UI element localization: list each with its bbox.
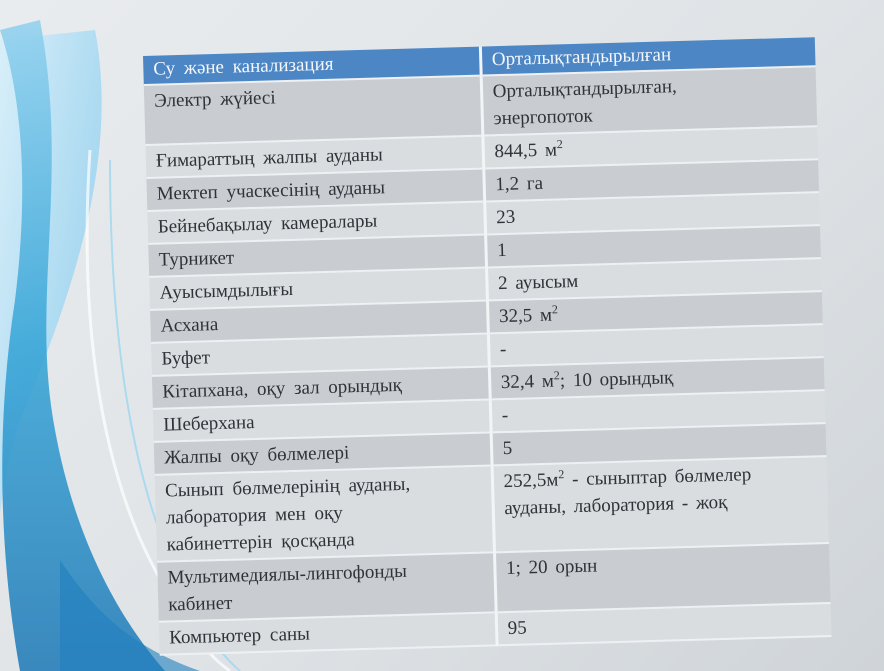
row-value: 1,2 га — [483, 159, 819, 201]
row-value: 23 — [484, 192, 820, 234]
row-value: Орталықтандырылған — [480, 37, 816, 75]
row-value-text: 252,5м — [503, 469, 559, 493]
row-value: 1; 20 орын — [494, 543, 830, 612]
row-label: Ауысымдылығы — [149, 268, 487, 310]
row-label: Электр жүйесі — [144, 76, 483, 145]
row-value: 5 — [491, 423, 827, 465]
row-label: Шеберхана — [153, 399, 491, 441]
row-value — [492, 456, 829, 552]
superscript: 2 — [551, 302, 559, 317]
row-label: Мектеп учаскесінің ауданы — [146, 169, 484, 211]
row-label: Су және канализация — [143, 47, 481, 85]
row-value: Орталықтандырылған, энергопоток — [481, 66, 817, 135]
row-label: Кітапхана, оқу зал орындық — [152, 366, 490, 408]
row-label: Ғимараттың жалпы ауданы — [145, 136, 483, 178]
row-value: 95 — [496, 603, 832, 645]
row-label: Компьютер саны — [159, 612, 497, 654]
row-value-tail: - сыныптар бөлмелер ауданы, лаборатория - жоқ — [504, 464, 752, 520]
superscript: 2 — [558, 467, 565, 482]
row-value: 2 ауысым — [486, 258, 822, 300]
row-label: Мультимедиялы-лингофонды кабинет — [157, 552, 496, 621]
superscript: 2 — [556, 136, 563, 152]
row-label: Сынып бөлмелерінің ауданы, лаборатория мен оқу кабинеттерін қосқанда — [155, 465, 494, 561]
info-table — [143, 37, 831, 656]
row-label: Буфет — [151, 333, 489, 375]
row-label: Турникет — [148, 235, 486, 277]
superscript: 2 — [553, 368, 560, 383]
row-value-text: 844,5 м — [494, 139, 558, 163]
row-label: Жалпы оқу бөлмелері — [154, 432, 492, 474]
row-value-tail: ; 10 орындық — [559, 367, 674, 392]
row-value: 1 — [485, 225, 821, 267]
row-value: - — [490, 390, 826, 432]
row-value-text: 32,4 м — [500, 370, 555, 394]
row-label: Асхана — [150, 300, 488, 342]
row-value: - — [488, 324, 824, 366]
row-value-text: 32,5 м — [498, 304, 553, 328]
row-label: Бейнебақылау камералары — [147, 202, 485, 244]
